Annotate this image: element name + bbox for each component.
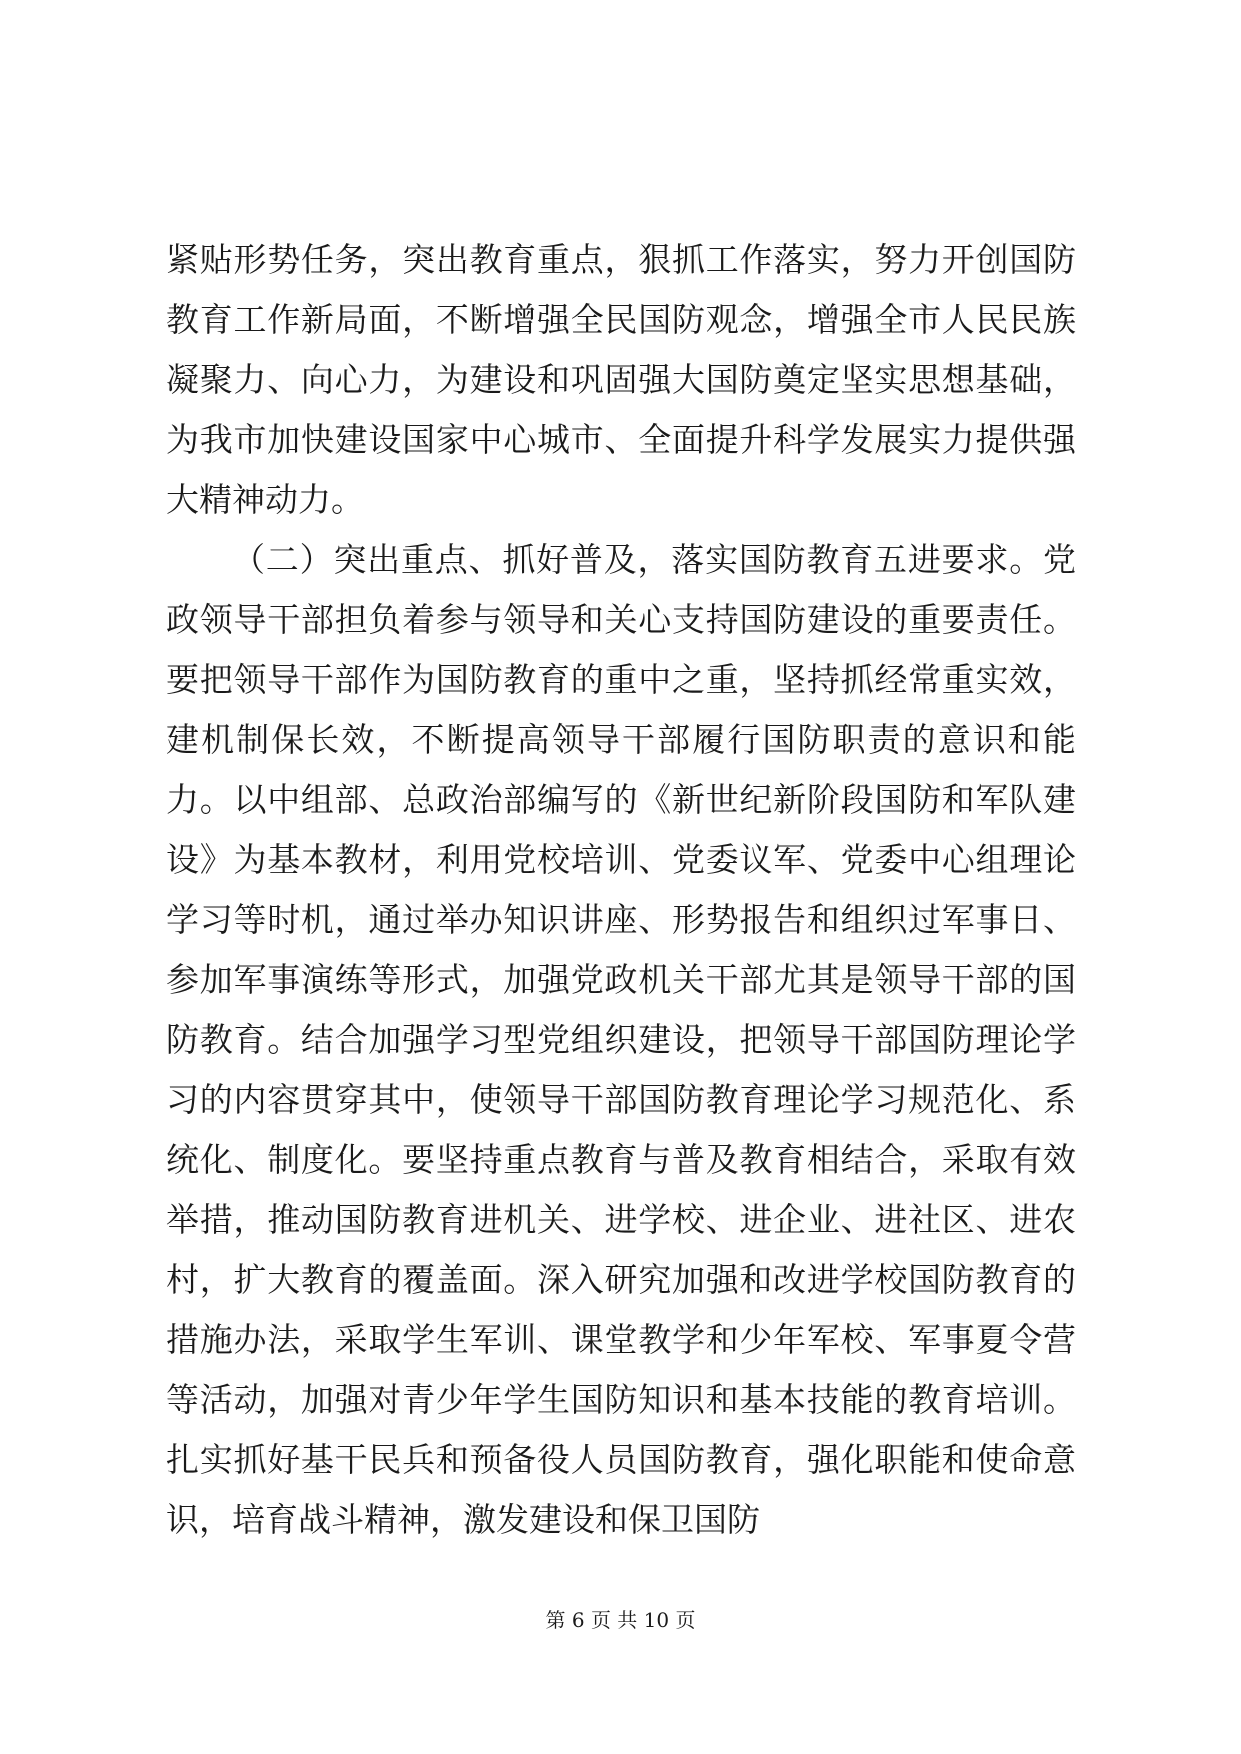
paragraph-1: 紧贴形势任务，突出教育重点，狠抓工作落实，努力开创国防教育工作新局面，不断增强全民国防观念，增强全市人民民族凝聚力、向心力，为建设和巩固强大国防奠定坚实思想基础，为我市加快建设国家中心城市、全面提升科学发展实力提供强大精神动力。 [166,240,1076,519]
document-body [166,230,1076,1550]
paragraph-2: （二）突出重点、抓好普及，落实国防教育五进要求。党政领导干部担负着参与领导和关心支持国防建设的重要责任。要把领导干部作为国防教育的重中之重，坚持抓经常重实效，建机制保长效，不断提高领导干部履行国防职责的意识和能力。以中组部、总政治部编写的《新世纪新阶段国防和军队建设》为基本教材，利用党校培训、党委议军、党委中心组理论学习等时机，通过举办知识讲座、形势报告和组织过军事日、参加军事演练等形式，加强党政机关干部尤其是领导干部的国防教育。结合加强学习型党组织建设，把领导干部国防理论学习的内容贯穿其中，使领导干部国防教育理论学习规范化、系统化、制度化。要坚持重点教育与普及教育相结合，采取有效举措，推动国防教育进机关、进学校、进企业、进社区、进农村，扩大教育的覆盖面。深入研究加强和改进学校国防教育的措施办法，采取学生军训、课堂教学和少年军校、军事夏令营等活动，加强对青少年学生国防知识和基本技能的教育培训。扎实抓好基干民兵和预备役人员国防教育，强化职能和使命意识，培育战斗精神，激发建设和保卫国防 [166,540,1076,1539]
page-footer: 第 6 页 共 10 页 [545,1608,696,1632]
